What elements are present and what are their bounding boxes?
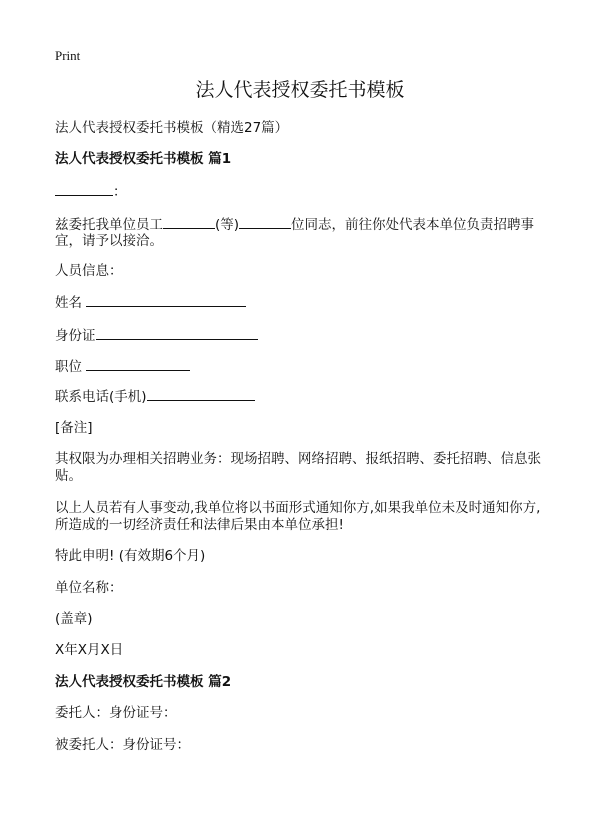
blank-field [147, 388, 255, 401]
id-field [55, 327, 258, 345]
statement: 特此申明! (有效期6个月) [55, 548, 206, 564]
remark-label: [备注] [55, 420, 93, 436]
unit-name-label: 单位名称： [55, 580, 123, 596]
phone-field [55, 388, 255, 406]
blank-field [163, 216, 215, 229]
para1-line1 [55, 216, 534, 234]
seal-label: (盖章) [55, 611, 93, 627]
document-subtitle: 法人代表授权委托书模板（精选27篇） [55, 120, 289, 136]
name-label: 姓名 [55, 295, 82, 311]
position-field [55, 358, 190, 376]
scope-line2: 贴。 [55, 468, 82, 484]
section1-heading: 法人代表授权委托书模板 篇1 [55, 151, 232, 167]
section2-heading: 法人代表授权委托书模板 篇2 [55, 674, 232, 690]
blank-field [96, 327, 258, 340]
phone-label: 联系电话(手机) [55, 389, 147, 405]
blank-field [55, 183, 113, 196]
name-field [55, 294, 246, 312]
print-link[interactable]: Print [55, 48, 81, 63]
position-label: 职位 [55, 359, 82, 375]
principal-line: 委托人：身份证号： [55, 705, 177, 721]
date: X年X月X日 [55, 642, 124, 658]
blank-field [86, 294, 246, 307]
document-title: 法人代表授权委托书模板 [195, 79, 405, 101]
text: (等) [215, 217, 240, 233]
para1-line2: 宜，请予以接洽。 [55, 233, 163, 249]
salutation [55, 183, 127, 201]
agent-line: 被委托人：身份证号： [55, 737, 190, 753]
colon: ： [113, 184, 127, 200]
id-label: 身份证 [55, 328, 96, 344]
scope-line1: 其权限为办理相关招聘业务：现场招聘、网络招聘、报纸招聘、委托招聘、信息张 [55, 451, 541, 467]
text: 位同志，前往你处代表本单位负责招聘事 [291, 217, 535, 233]
blank-field [239, 216, 291, 229]
text: 兹委托我单位员工 [55, 217, 163, 233]
blank-field [86, 358, 190, 371]
change-line2: 所造成的一切经济责任和法律后果由本单位承担! [55, 517, 344, 533]
info-label: 人员信息： [55, 263, 123, 279]
change-line1: 以上人员若有人事变动,我单位将以书面形式通知你方,如果我单位未及时通知你方, [55, 500, 541, 516]
